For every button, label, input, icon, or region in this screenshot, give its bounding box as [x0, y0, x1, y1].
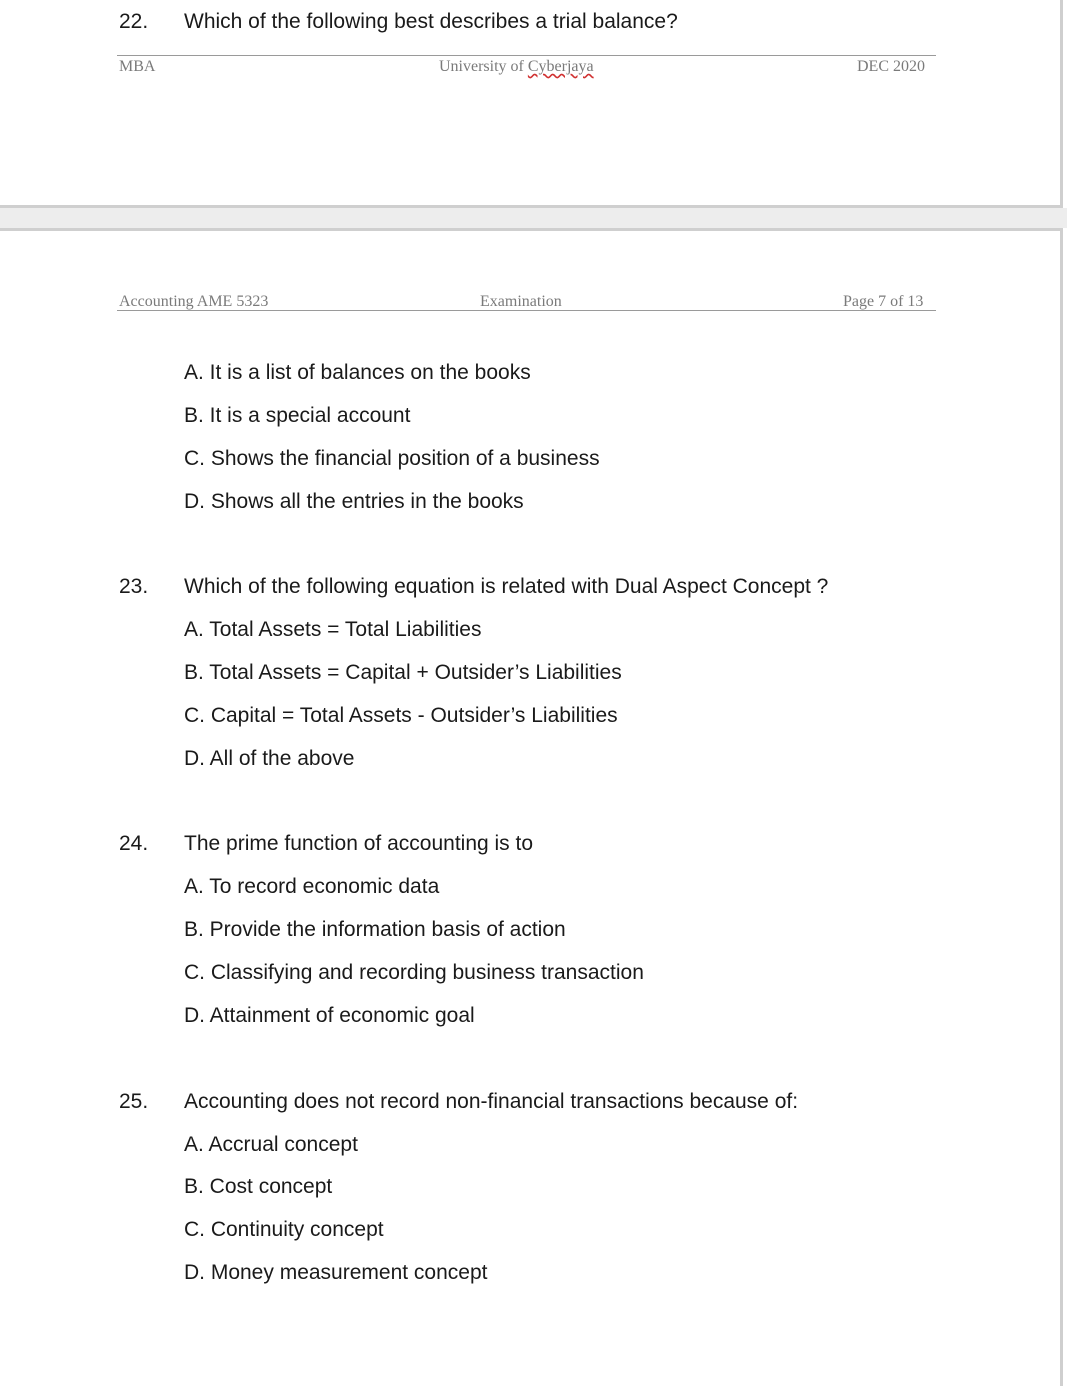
q24-option-c: C. Classifying and recording business transaction	[184, 961, 644, 984]
q23-text: Which of the following equation is related with Dual Aspect Concept ?	[184, 575, 829, 598]
q24-option-b: B. Provide the information basis of action	[184, 918, 566, 941]
q25-option-d: D. Money measurement concept	[184, 1261, 488, 1284]
q22-option-d: D. Shows all the entries in the books	[184, 490, 524, 513]
footer-date: DEC 2020	[857, 58, 925, 75]
footer-rule	[117, 55, 936, 56]
footer-university: University of Cyberjaya	[439, 58, 594, 75]
q24-option-a: A. To record economic data	[184, 875, 440, 898]
q23-option-d: D. All of the above	[184, 747, 355, 770]
q25-option-c: C. Continuity concept	[184, 1218, 384, 1241]
header-rule	[117, 310, 936, 311]
q24-option-d: D. Attainment of economic goal	[184, 1004, 475, 1027]
spellcheck-word: Cyberjaya	[527, 58, 594, 75]
q23-option-b: B. Total Assets = Capital + Outsider’s Liabilities	[184, 661, 622, 684]
question-number: 22.	[119, 10, 149, 33]
header-course: Accounting AME 5323	[119, 293, 269, 310]
q25-number: 25.	[119, 1090, 149, 1113]
header-exam: Examination	[480, 293, 562, 310]
q25-text: Accounting does not record non-financial transactions because of:	[184, 1090, 799, 1113]
question-text: Which of the following best describes a trial balance?	[184, 10, 678, 33]
page-2-top-edge	[0, 228, 1063, 231]
q22-option-c: C. Shows the financial position of a business	[184, 447, 600, 470]
q23-number: 23.	[119, 575, 149, 598]
footer-program: MBA	[119, 58, 156, 75]
q23-option-a: A. Total Assets = Total Liabilities	[184, 618, 482, 641]
page-gap	[0, 208, 1067, 228]
page-2-edge	[1060, 228, 1063, 1386]
q25-option-b: B. Cost concept	[184, 1175, 333, 1198]
q23-option-c: C. Capital = Total Assets - Outsider’s Liabilities	[184, 704, 618, 727]
page-1-edge	[1060, 0, 1063, 207]
q22-option-a: A. It is a list of balances on the books	[184, 361, 531, 384]
header-page-number: Page 7 of 13	[843, 293, 924, 310]
q24-number: 24.	[119, 832, 149, 855]
q24-text: The prime function of accounting is to	[184, 832, 534, 855]
q25-option-a: A. Accrual concept	[184, 1133, 358, 1156]
q22-option-b: B. It is a special account	[184, 404, 411, 427]
